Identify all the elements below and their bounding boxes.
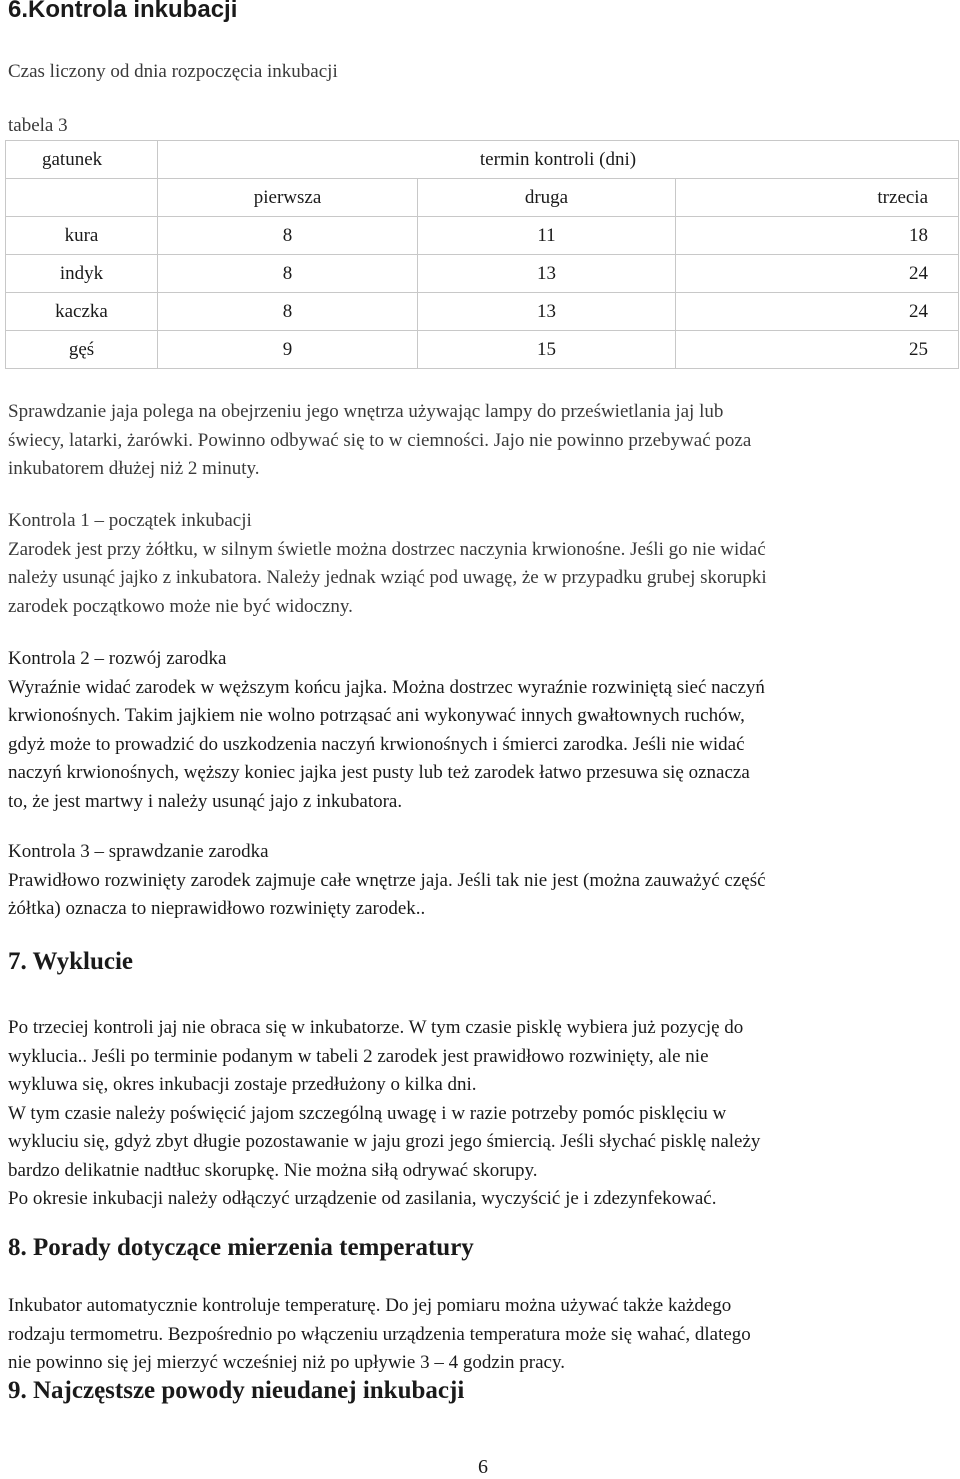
- kontrola3-title: Kontrola 3 – sprawdzanie zarodka: [8, 841, 269, 862]
- text-line: Wyraźnie widać zarodek w węższym końcu jajka. Można dostrzec wyraźnie rozwiniętą sieć naczyń: [8, 676, 765, 698]
- table-row: [6, 255, 959, 293]
- cell-value: 9: [158, 331, 418, 369]
- czas-text: Czas liczony od dnia rozpoczęcia inkubacji: [8, 61, 338, 82]
- cell-species: kaczka: [6, 293, 158, 331]
- text-line: wykluwa się, okres inkubacji zostaje przedłużony o kilka dni.: [8, 1074, 477, 1095]
- text-line: świecy, latarki, żarówki. Powinno odbywać się to w ciemności. Jajo nie powinno przebywać poza: [8, 429, 752, 451]
- cell-species: kura: [6, 217, 158, 255]
- heading-porady: 8. Porady dotyczące mierzenia temperatury: [8, 1234, 474, 1261]
- subheader-empty: [6, 179, 158, 217]
- text-line: Po okresie inkubacji należy odłączyć urządzenie od zasilania, wyczyścić je i zdezynfekować.: [8, 1188, 717, 1209]
- text-line: należy usunąć jajko z inkubatora. Należy jednak wziąć pod uwagę, że w przypadku grubej skorupki: [8, 567, 767, 588]
- heading-kontrola-inkubacji: 6.Kontrola inkubacji: [8, 0, 238, 23]
- text-line: inkubatorem dłużej niż 2 minuty.: [8, 458, 260, 479]
- table-header-row: [6, 141, 959, 179]
- text-line: Po trzeciej kontroli jaj nie obraca się w inkubatorze. W tym czasie pisklę wybiera już pozycję do: [8, 1017, 744, 1038]
- cell-value: 8: [158, 293, 418, 331]
- cell-value: 15: [418, 331, 676, 369]
- cell-value: 8: [158, 217, 418, 255]
- cell-value: 18: [676, 217, 959, 255]
- kontrola1-section: [8, 507, 958, 621]
- cell-species: gęś: [6, 331, 158, 369]
- kontrola-table: [5, 140, 959, 369]
- header-termin: termin kontroli (dni): [158, 141, 959, 179]
- cell-value: 11: [418, 217, 676, 255]
- cell-value: 24: [676, 293, 959, 331]
- cell-value: 13: [418, 293, 676, 331]
- text-line: Zarodek jest przy żółtku, w silnym świetle można dostrzec naczynia krwionośne. Jeśli go nie widać: [8, 538, 766, 560]
- table-row: [6, 217, 959, 255]
- kontrola2-section: [8, 645, 958, 816]
- text-line: krwionośnych. Takim jajkiem nie wolno potrząsać ani wykonywać innych gwałtownych ruchów,: [8, 705, 745, 726]
- header-gatunek: gatunek: [6, 141, 158, 179]
- sprawdzanie-paragraph: [8, 398, 958, 484]
- text-line: zarodek początkowo może nie być widoczny.: [8, 595, 353, 617]
- cell-species: indyk: [6, 255, 158, 293]
- text-line: nie powinno się jej mierzyć wcześniej niż po upływie 3 – 4 godzin pracy.: [8, 1352, 565, 1373]
- heading-powody: 9. Najczęstsze powody nieudanej inkubacji: [8, 1377, 465, 1404]
- text-line: to, że jest martwy i należy usunąć jajo z inkubatora.: [8, 790, 403, 812]
- page-number: 6: [478, 1456, 488, 1478]
- text-line: rodzaju termometru. Bezpośrednio po włączeniu urządzenia temperatura może się wahać, dlatego: [8, 1323, 751, 1345]
- kontrola3-section: [8, 838, 958, 924]
- porady-paragraph: [8, 1292, 958, 1378]
- cell-value: 25: [676, 331, 959, 369]
- text-line: bardzo delikatnie nadtłuc skorupkę. Nie można siłą odrywać skorupy.: [8, 1159, 538, 1181]
- text-line: żółtka) oznacza to nieprawidłowo rozwinięty zarodek..: [8, 898, 426, 919]
- text-line: gdyż może to prowadzić do uszkodzenia naczyń krwionośnych i śmierci zarodka. Jeśli nie widać: [8, 733, 745, 755]
- heading-wyklucie: 7. Wyklucie: [8, 948, 134, 975]
- text-line: Inkubator automatycznie kontroluje temperaturę. Do jej pomiaru można używać także każdego: [8, 1295, 732, 1316]
- wyklucie-paragraph: [8, 1014, 958, 1214]
- text-line: W tym czasie należy poświęcić jajom szczególną uwagę i w razie potrzeby pomóc pisklęciu w: [8, 1102, 727, 1124]
- subheader-druga: druga: [418, 179, 676, 217]
- table-caption: tabela 3: [8, 115, 68, 136]
- cell-value: 8: [158, 255, 418, 293]
- text-line: naczyń krwionośnych, węższy koniec jajka jest pusty lub też zarodek łatwo przesuwa się oznacza: [8, 762, 750, 783]
- text-line: wyklucia.. Jeśli po terminie podanym w tabeli 2 zarodek jest prawidłowo rozwinięty, ale nie: [8, 1045, 709, 1067]
- cell-value: 13: [418, 255, 676, 293]
- table-subheader-row: [6, 179, 959, 217]
- kontrola1-title: Kontrola 1 – początek inkubacji: [8, 510, 252, 531]
- subheader-trzecia: trzecia: [676, 179, 959, 217]
- kontrola2-title: Kontrola 2 – rozwój zarodka: [8, 648, 227, 669]
- table-row: [6, 293, 959, 331]
- text-line: Sprawdzanie jaja polega na obejrzeniu jego wnętrza używając lampy do prześwietlania jaj lub: [8, 401, 724, 422]
- cell-value: 24: [676, 255, 959, 293]
- subheader-pierwsza: pierwsza: [158, 179, 418, 217]
- table-row: [6, 331, 959, 369]
- text-line: Prawidłowo rozwinięty zarodek zajmuje całe wnętrze jaja. Jeśli tak nie jest (można zauważyć część: [8, 869, 766, 891]
- text-line: wykluciu się, gdyż zbyt długie pozostawanie w jaju grozi jego śmiercią. Jeśli słychać pisklę należy: [8, 1131, 761, 1152]
